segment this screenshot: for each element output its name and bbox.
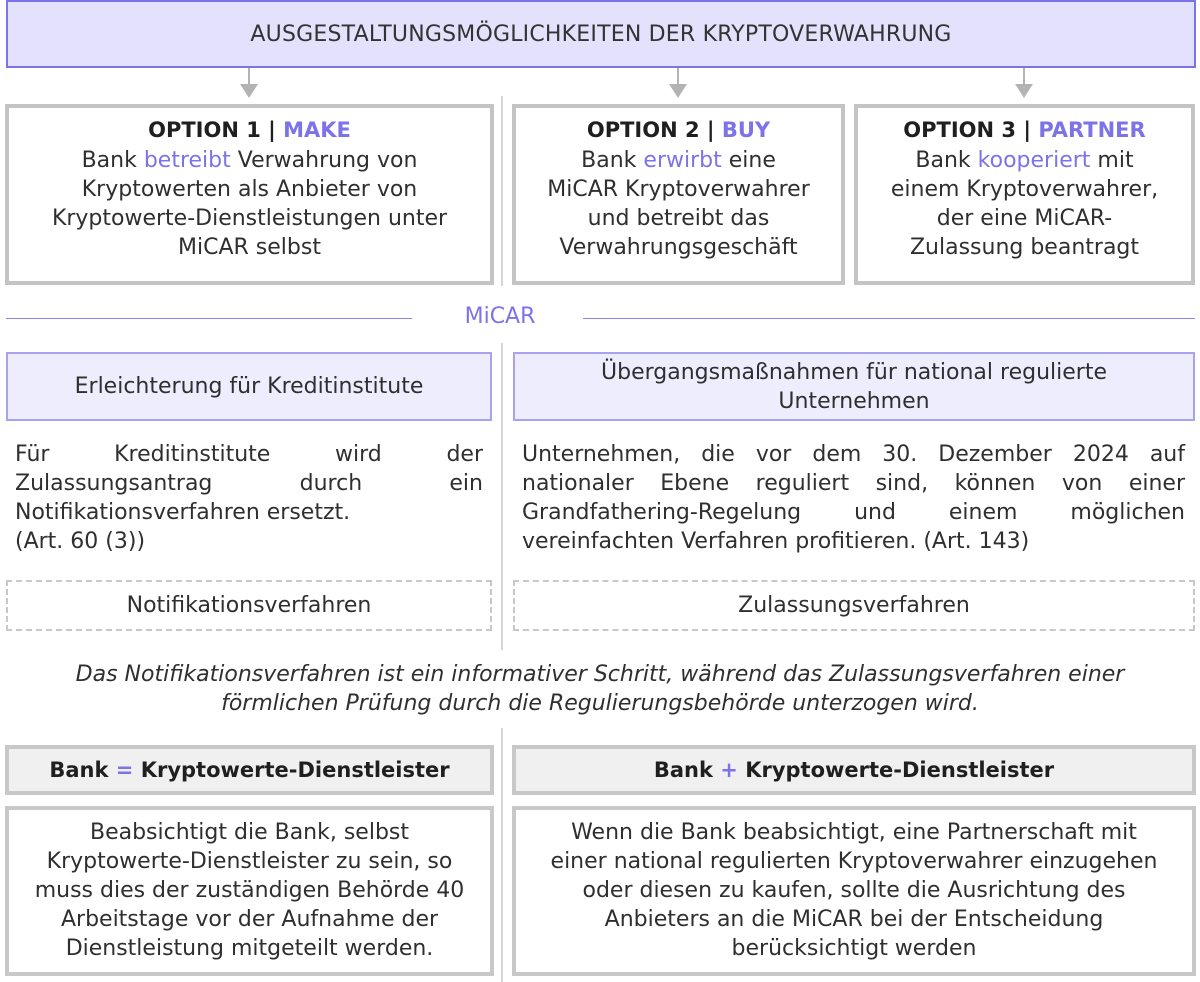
micar-label: MiCAR [464, 304, 536, 329]
left-paragraph-box [15, 440, 483, 556]
bank-plus-provider-text-box [512, 806, 1196, 976]
bank-equals-provider-text: Beabsichtigt die Bank, selbst Kryptowerte-Dienstleister zu sein, so muss dies der zuständigen Behörde 40 Arbeitstage vor der Aufnahme der Dienstleistung mitgeteilt werden. [34, 820, 465, 961]
micar-line-right [583, 318, 1195, 319]
procedure-note-text: Das Notifikationsverfahren ist ein informativer Schritt, während das Zulassungsverfahren einer förmlichen Prüfung durch die Regulierungsbehörde unterzogen wird. [75, 662, 1125, 716]
divider-bottom [501, 728, 503, 982]
provider-label-right: Kryptowerte-Dienstleister [745, 758, 1055, 782]
bank-equals-provider-header [5, 745, 494, 795]
option-3-box [854, 104, 1195, 285]
left-paragraph: Für Kreditinstitute wird der Zulassungsantrag durch ein Notifikationsverfahren ersetzt. [15, 442, 483, 525]
arrow-option-2 [677, 68, 679, 84]
option-2-box [512, 104, 845, 285]
bank-label-right: Bank [653, 758, 713, 782]
bank-equals-provider-text-box [5, 806, 494, 976]
authorization-procedure-label: Zulassungsverfahren [738, 593, 970, 618]
micar-line-left [6, 318, 412, 319]
provider-label-left: Kryptowerte-Dienstleister [140, 758, 450, 782]
arrowhead-option-2 [669, 84, 687, 98]
authorization-procedure-box [513, 580, 1195, 631]
right-paragraph-box [522, 440, 1185, 556]
option-1-title: OPTION 1 | MAKE [148, 118, 351, 142]
option-1-text: Bank betreibt Verwahrung von Kryptowerten als Anbieter von Kryptowerte-Dienstleistungen unter MiCAR selbst [51, 148, 448, 260]
equals-symbol: = [115, 758, 134, 782]
divider-middle [501, 343, 503, 650]
option-2-title: OPTION 2 | BUY [586, 118, 771, 142]
arrowhead-option-1 [240, 84, 258, 98]
page-title [6, 0, 1196, 68]
arrow-option-3 [1023, 68, 1025, 84]
bank-plus-provider-header [512, 745, 1196, 795]
left-reference: (Art. 60 (3)) [15, 529, 146, 554]
arrowhead-option-3 [1015, 84, 1033, 98]
left-heading: Erleichterung für Kreditinstitute [74, 374, 424, 399]
plus-symbol: + [720, 758, 738, 782]
divider-top [501, 96, 503, 286]
right-heading-box [513, 352, 1195, 421]
left-heading-box [6, 352, 492, 421]
bank-plus-provider-text: Wenn die Bank beabsichtigt, eine Partnerschaft mit einer national regulierten Kryptoverwahrer einzugehen oder diesen zu kaufen, sollte die Ausrichtung des Anbieters an die MiCAR bei der Entscheidung berücksichtigt werden [550, 820, 1158, 961]
page-title-text: AUSGESTALTUNGSMÖGLICHKEITEN DER KRYPTOVERWAHRUNG [250, 21, 952, 47]
notification-procedure-box [6, 580, 492, 631]
bank-label-left: Bank [49, 758, 109, 782]
procedure-note [0, 660, 1200, 718]
arrow-option-1 [248, 68, 250, 84]
right-paragraph: Unternehmen, die vor dem 30. Dezember 2024 auf nationaler Ebene reguliert sind, können von einer Grandfathering-Regelung und einem möglichen vereinfachten Verfahren profitieren. (Art. 143) [522, 442, 1185, 554]
option-1-box [5, 104, 494, 285]
option-3-title: OPTION 3 | PARTNER [903, 118, 1146, 142]
option-2-text: Bank erwirbt eine MiCAR Kryptoverwahrer und betreibt das Verwahrungsgeschäft [547, 148, 810, 260]
notification-procedure-label: Notifikationsverfahren [126, 593, 372, 618]
right-heading: Übergangsmaßnahmen für national regulierte Unternehmen [601, 359, 1107, 414]
option-3-text: Bank kooperiert mit einem Kryptoverwahrer, der eine MiCAR- Zulassung beantragt [890, 148, 1159, 260]
